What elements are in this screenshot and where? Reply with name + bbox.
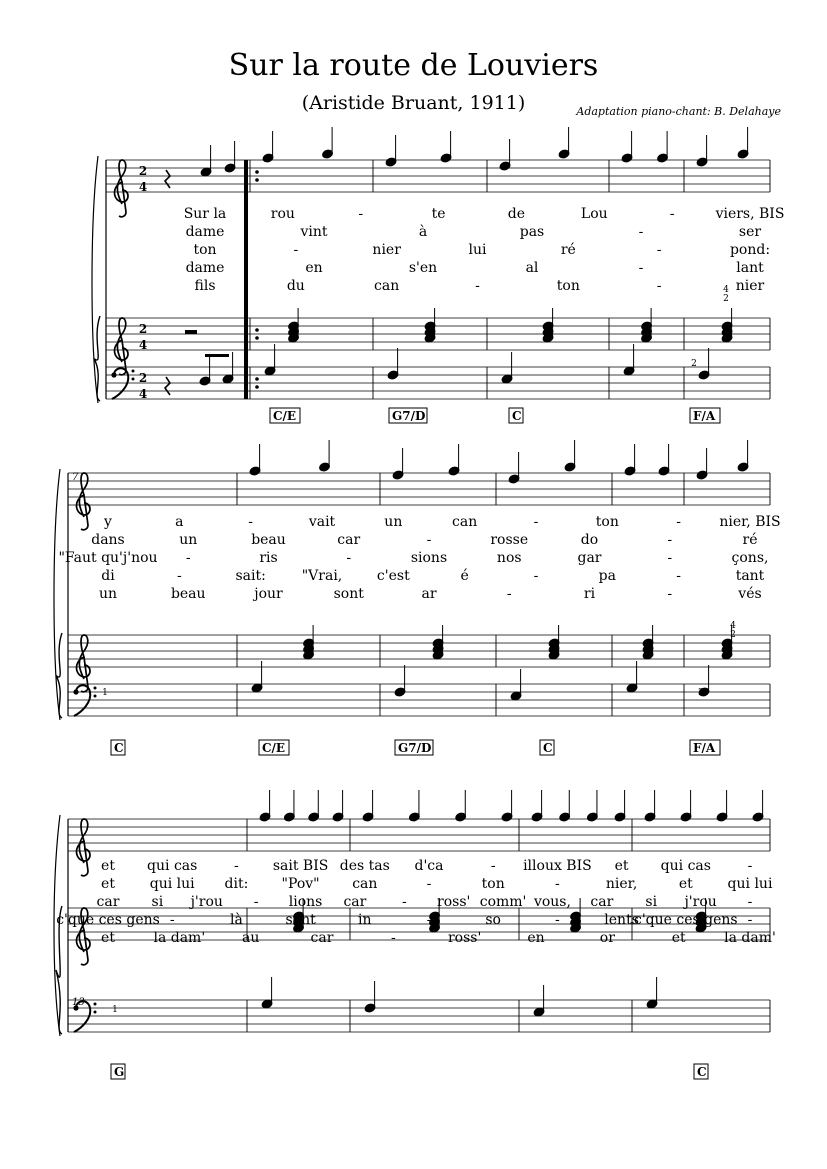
fingering: 4 [723, 285, 729, 295]
pickup-note [199, 354, 211, 386]
melody-note [696, 448, 708, 480]
lyric-syllable: lents [604, 912, 639, 928]
lyric-syllable: - [676, 514, 682, 530]
lyric-syllable: lions [288, 894, 323, 910]
melody-note [559, 790, 571, 822]
score-title: Sur la route de Louviers [228, 48, 599, 83]
lyric-syllable: - [533, 568, 539, 584]
melody-note [564, 440, 576, 472]
piano-brace [94, 316, 100, 401]
lyric-syllable: j'rou [684, 894, 717, 910]
melody-note [658, 444, 670, 476]
repeat-dot [255, 377, 259, 381]
melody-note [259, 790, 271, 822]
bass-note [387, 348, 399, 380]
lyric-syllable: - [234, 858, 239, 874]
lyric-syllable: é [460, 568, 469, 584]
lyric-syllable: et [101, 858, 115, 874]
melody-note [448, 444, 460, 476]
melody-note [716, 790, 728, 822]
repeat-dot [255, 336, 259, 340]
lyric-syllable: can [374, 278, 400, 294]
chord-symbol [111, 740, 125, 755]
lyric-syllable: - [667, 550, 673, 566]
lyric-syllable: j'rou [190, 894, 223, 910]
melody-note [657, 131, 669, 163]
chord-symbol [694, 1064, 708, 1079]
repeat-dot [255, 170, 259, 174]
lyric-syllable: - [253, 894, 259, 910]
time-signature-top: 2 [138, 164, 148, 178]
chord-symbol [259, 740, 289, 755]
lyric-syllable: "Vrai, [301, 568, 343, 584]
chord-symbol [690, 408, 720, 423]
fingering: 1 [112, 1005, 118, 1015]
lyric-syllable: gar [577, 550, 602, 566]
lyric-syllable: c'est [376, 568, 410, 584]
chord-symbol [389, 408, 427, 423]
lyric-syllable: - [533, 514, 539, 530]
chord-label: F/A [693, 409, 716, 423]
melody-note [455, 790, 467, 822]
melody-note [614, 790, 626, 822]
lyric-syllable: - [390, 930, 396, 946]
beam [205, 354, 229, 357]
lyric-syllable: - [506, 586, 512, 602]
lyric-syllable: tant [735, 568, 765, 584]
lyric-syllable: sont [285, 912, 316, 928]
melody-note [558, 127, 570, 159]
chord-symbol [111, 1064, 125, 1079]
melody-note [283, 790, 295, 822]
lyric-syllable: - [667, 586, 673, 602]
lyric-syllable: vous, [533, 894, 571, 910]
melody-note [624, 444, 636, 476]
lyric-syllable: - [676, 568, 682, 584]
chord-label: C [512, 409, 522, 423]
melody-note [262, 131, 274, 163]
lyric-syllable: çons, [731, 550, 769, 566]
lyric-syllable: et [101, 930, 115, 946]
bass-note [698, 348, 710, 380]
bass-note [501, 352, 513, 384]
lyric-syllable: do [580, 532, 599, 548]
lyric-syllable: pa [598, 568, 616, 584]
repeat-dot [255, 178, 259, 182]
lyric-syllable: si [645, 894, 658, 910]
lyric-syllable: dit: [224, 876, 249, 892]
chord-label: C [543, 741, 553, 755]
lyric-syllable: c'que ces gens [56, 912, 160, 928]
chord-symbol [690, 740, 720, 755]
piano-rh-staff [106, 318, 770, 350]
melody-note [501, 790, 513, 822]
pickup-note [200, 145, 212, 177]
lyric-syllable: car [96, 894, 120, 910]
bass-note [510, 669, 522, 701]
lyric-syllable: jour [254, 586, 283, 602]
lyric-syllable: qui cas [147, 858, 198, 874]
lyric-syllable: vait [308, 514, 336, 530]
melody-note [737, 440, 749, 472]
lyric-syllable: - [747, 912, 753, 928]
lyric-syllable: car [337, 532, 361, 548]
fingering: 2 [691, 359, 697, 369]
chord-label: C [114, 741, 124, 755]
lyric-syllable: Lou [580, 206, 608, 222]
fingering: 1 [102, 688, 108, 698]
melody-note [644, 790, 656, 822]
lyric-syllable: or [599, 930, 615, 946]
lyric-syllable: la dam' [724, 930, 776, 946]
melody-note [586, 790, 598, 822]
lyric-syllable: du [286, 278, 305, 294]
lyric-syllable: Sur la [183, 206, 227, 222]
melody-note [332, 790, 344, 822]
lyric-syllable: car [343, 894, 367, 910]
lyric-syllable: vés [738, 586, 762, 602]
time-signature-top: 2 [138, 322, 148, 336]
fingering: 2 [730, 630, 736, 640]
lyric-syllable: et [671, 930, 686, 946]
lyric-syllable: so [485, 912, 502, 928]
melody-note [621, 131, 633, 163]
melody-note [249, 444, 261, 476]
lyric-syllable: - [638, 260, 644, 276]
lyric-syllable: ré [560, 242, 576, 258]
chord-symbol [395, 740, 433, 755]
pickup-note [224, 141, 236, 173]
lyric-syllable: nier [372, 242, 401, 258]
melody-note [680, 790, 692, 822]
lyric-syllable: et [614, 858, 629, 874]
chord-label: C [697, 1065, 707, 1079]
repeat-dot [255, 385, 259, 389]
bass-note [533, 985, 545, 1017]
lyric-syllable: - [669, 206, 675, 222]
melody-note [499, 139, 511, 171]
lyric-syllable: s'en [408, 260, 438, 276]
melody-note [408, 790, 420, 822]
lyric-syllable: - [555, 912, 560, 928]
lyric-syllable: - [490, 858, 496, 874]
lyric-syllable: a [175, 514, 184, 530]
fingering: 2 [698, 688, 704, 698]
lyric-syllable: dame [185, 260, 225, 276]
lyric-syllable: comm' [479, 894, 527, 910]
time-signature-bottom: 4 [138, 180, 148, 194]
lyric-syllable: ris [259, 550, 278, 566]
piano-rh-staff [68, 635, 770, 667]
melody-note [440, 131, 452, 163]
lyric-syllable: illoux BIS [523, 858, 592, 874]
lyric-syllable: car [590, 894, 614, 910]
time-signature-bottom: 4 [138, 338, 148, 352]
lyric-syllable: ar [421, 586, 437, 602]
bass-note [646, 977, 658, 1009]
lyric-syllable: - [248, 514, 254, 530]
chord-label: C/E [262, 741, 286, 755]
lyric-syllable: - [176, 568, 182, 584]
lyric-syllable: et [101, 876, 115, 892]
lyric-syllable: - [656, 278, 662, 294]
chord-label: G7/D [398, 741, 432, 755]
quarter-rest [165, 170, 170, 188]
bass-note [394, 665, 406, 697]
melody-note [319, 440, 331, 472]
lyric-syllable: - [638, 224, 644, 240]
lyric-syllable: - [358, 206, 364, 222]
voice-staff [68, 473, 770, 505]
piano-lh-staff [68, 1000, 770, 1032]
lyric-syllable: un [384, 514, 403, 530]
lyric-syllable: - [656, 242, 662, 258]
chord-symbol [509, 408, 523, 423]
lyric-syllable: dans [91, 532, 125, 548]
repeat-dot [255, 328, 259, 332]
lyric-syllable: sait BIS [272, 858, 329, 874]
lyric-syllable: di [101, 568, 115, 584]
lyric-syllable: - [426, 876, 432, 892]
lyric-syllable: can [452, 514, 478, 530]
lyric-syllable: qui cas [660, 858, 711, 874]
lyric-syllable: ré [742, 532, 758, 548]
lyric-syllable: là [229, 912, 243, 928]
piano-lh-staff [68, 684, 770, 716]
lyric-syllable: - [346, 550, 352, 566]
lyric-syllable: au [241, 930, 260, 946]
bass-clef-icon [111, 368, 134, 399]
lyric-syllable: à [418, 224, 428, 240]
lyric-syllable: ton [481, 876, 505, 892]
lyric-syllable: - [747, 858, 753, 874]
lyric-syllable: nos [496, 550, 522, 566]
melody-note [362, 790, 374, 822]
lyric-syllable: - [426, 532, 432, 548]
lyric-syllable: nier [735, 278, 765, 294]
melody-note [508, 452, 520, 484]
lyric-syllable: nier, [605, 876, 638, 892]
measure-number: 7 [72, 472, 79, 483]
lyric-syllable: lant [736, 260, 764, 276]
lyric-syllable: - [747, 894, 753, 910]
lyric-syllable: pond: [729, 242, 771, 258]
lyric-syllable: can [352, 876, 378, 892]
lyric-syllable: nier, BIS [719, 514, 781, 530]
lyric-syllable: ri [583, 586, 596, 602]
lyric-syllable: - [475, 278, 480, 294]
melody-note [322, 127, 334, 159]
melody-note [385, 135, 397, 167]
lyric-syllable: qui lui [149, 876, 195, 892]
lyric-syllable: - [555, 876, 560, 892]
lyric-syllable: beau [170, 586, 206, 602]
lyric-syllable: al [525, 260, 539, 276]
lyric-syllable: ton [556, 278, 580, 294]
piano-brace [56, 633, 62, 718]
lyric-syllable: en [527, 930, 545, 946]
lyric-syllable: un [179, 532, 198, 548]
lyric-syllable: vint [300, 224, 328, 240]
lyric-syllable: - [401, 894, 407, 910]
bass-note [626, 661, 638, 693]
lyric-syllable: te [431, 206, 446, 222]
lyric-syllable: et [678, 876, 693, 892]
bass-note [264, 344, 276, 376]
treble-clef-icon [115, 160, 129, 217]
arranger-credit: Adaptation piano-chant: B. Delahaye [576, 105, 781, 118]
lyric-syllable: pas [519, 224, 545, 240]
lyric-syllable: beau [251, 532, 286, 548]
bass-note [623, 344, 635, 376]
lyric-syllable: - [185, 550, 191, 566]
chord-label: C/E [273, 409, 297, 423]
repeat-barline [244, 160, 248, 399]
lyric-syllable: c'que ces gens [633, 912, 738, 928]
melody-note [737, 127, 749, 159]
lyric-syllable: sait: [235, 568, 266, 584]
time-signature-bottom: 4 [138, 387, 148, 401]
lyric-syllable: - [169, 912, 175, 928]
bass-note [251, 661, 263, 693]
lyric-syllable: car [310, 930, 334, 946]
lyric-syllable: rosse [490, 532, 529, 548]
measure-number: 13 [72, 997, 85, 1008]
melody-note [531, 790, 543, 822]
lyric-syllable: d'ca [414, 858, 444, 874]
chord-label: F/A [693, 741, 716, 755]
lyric-syllable: in [358, 912, 372, 928]
treble-clef-icon [77, 819, 91, 876]
melody-note [392, 448, 404, 480]
lyric-syllable: la dam' [153, 930, 206, 946]
chord-symbol [540, 740, 554, 755]
lyric-syllable: sont [333, 586, 364, 602]
lyric-syllable: "Faut qu'j'nou [58, 550, 158, 566]
melody-note [696, 135, 708, 167]
melody-note [752, 790, 764, 822]
treble-clef-icon [77, 635, 91, 692]
lyric-syllable: si [151, 894, 164, 910]
lyric-syllable: dame [185, 224, 225, 240]
melody-note [308, 790, 320, 822]
lyric-syllable: - [293, 242, 299, 258]
treble-clef-icon [115, 318, 129, 375]
chord-label: G7/D [392, 409, 426, 423]
lyric-syllable: de [507, 206, 526, 222]
quarter-rest [165, 377, 170, 395]
whole-rest [185, 330, 197, 334]
lyric-syllable: ross' [447, 930, 482, 946]
lyric-syllable: lui [468, 242, 487, 258]
lyric-syllable: viers, BIS [715, 206, 785, 222]
treble-clef-icon [77, 473, 91, 530]
lyric-syllable: rou [270, 206, 295, 222]
lyric-syllable: - [426, 912, 432, 928]
bass-note [261, 977, 273, 1009]
lyric-syllable: qui lui [727, 876, 773, 892]
chord-label: G [114, 1065, 125, 1079]
lyric-syllable: fils [194, 278, 216, 294]
lyric-syllable: ser [738, 224, 762, 240]
lyric-syllable: ton [193, 242, 217, 258]
voice-staff [68, 819, 770, 851]
lyric-syllable: ton [595, 514, 619, 530]
score-subtitle: (Aristide Bruant, 1911) [301, 92, 526, 114]
lyric-syllable: ross' [437, 894, 471, 910]
time-signature-top: 2 [138, 371, 148, 385]
bass-note [364, 981, 376, 1013]
fingering: 2 [723, 294, 729, 304]
fingering: 4 [730, 621, 736, 631]
lyric-syllable: y [104, 514, 112, 530]
lyric-syllable: un [98, 586, 118, 602]
lyric-syllable: "Pov" [281, 876, 320, 892]
chord-symbol [270, 408, 300, 423]
bass-clef-icon [73, 685, 96, 716]
lyric-syllable: en [305, 260, 323, 276]
lyric-syllable: - [667, 532, 673, 548]
lyric-syllable: sions [410, 550, 448, 566]
lyric-syllable: des tas [339, 858, 390, 874]
